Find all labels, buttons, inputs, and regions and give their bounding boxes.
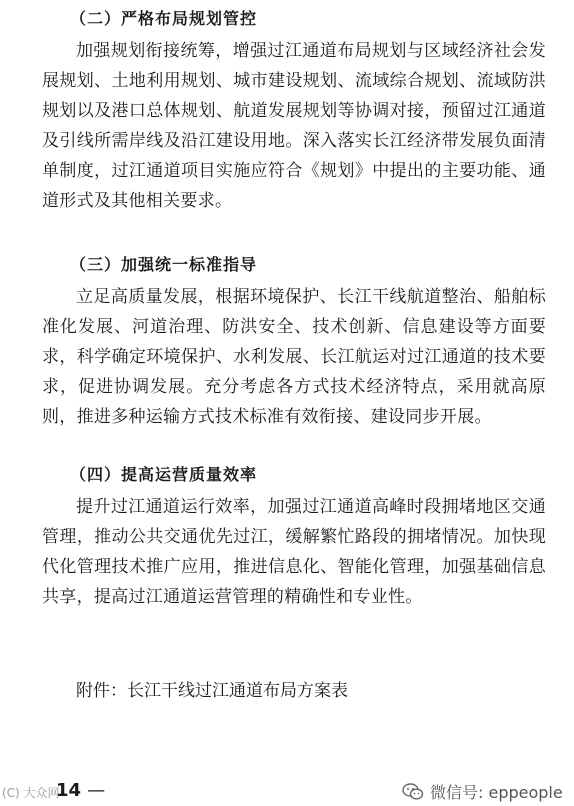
wechat-account xyxy=(402,780,563,803)
wechat-label: 微信号: eppeople xyxy=(430,783,563,802)
section-paragraph-3: 立足高质量发展，根据环境保护、长江干线航道整治、船舶标准化发展、河道治理、防洪安全、技术创新、信息建设等方面要求，科学确定环境保护、水利发展、长江航运对过江通道的技术要求，促进协调发展。充分考虑各方式技术经济特点，采用就高原则，推进多种运输方式技术标准有效衔接、建设同步开展。 xyxy=(42,287,546,427)
page-number-value: 14 xyxy=(56,780,82,801)
section-paragraph-4: 提升过江通道运行效率，加强过江通道高峰时段拥堵地区交通管理，推动公共交通优先过江，缓解繁忙路段的拥堵情况。加快现代化管理技术推广应用，推进信息化、智能化管理，加强基础信息共享，提高过江通道运营管理的精确性和专业性。 xyxy=(42,497,546,607)
page-number xyxy=(56,780,105,801)
section-heading-2: （二）严格布局规划管控 xyxy=(70,9,258,28)
wechat-icon xyxy=(402,783,424,801)
page-footer xyxy=(0,778,574,806)
section-heading-4: （四）提高运营质量效率 xyxy=(70,465,258,484)
page-number-dash: — xyxy=(87,780,106,801)
section-heading-3: （三）加强统一标准指导 xyxy=(70,255,258,274)
attachment-line: 附件：长江干线过江通道布局方案表 xyxy=(76,681,348,701)
source-watermark: (C) 大众网 xyxy=(2,786,60,800)
section-paragraph-2: 加强规划衔接统筹，增强过江通道布局规划与区域经济社会发展规划、土地利用规划、城市建设规划、流域综合规划、流域防洪规划以及港口总体规划、航道发展规划等协调对接，预留过江通道及引线所需岸线及沿江建设用地。深入落实长江经济带发展负面清单制度，过江通道项目实施应符合《规划》中提出的主要功能、通道形式及其他相关要求。 xyxy=(42,41,546,211)
